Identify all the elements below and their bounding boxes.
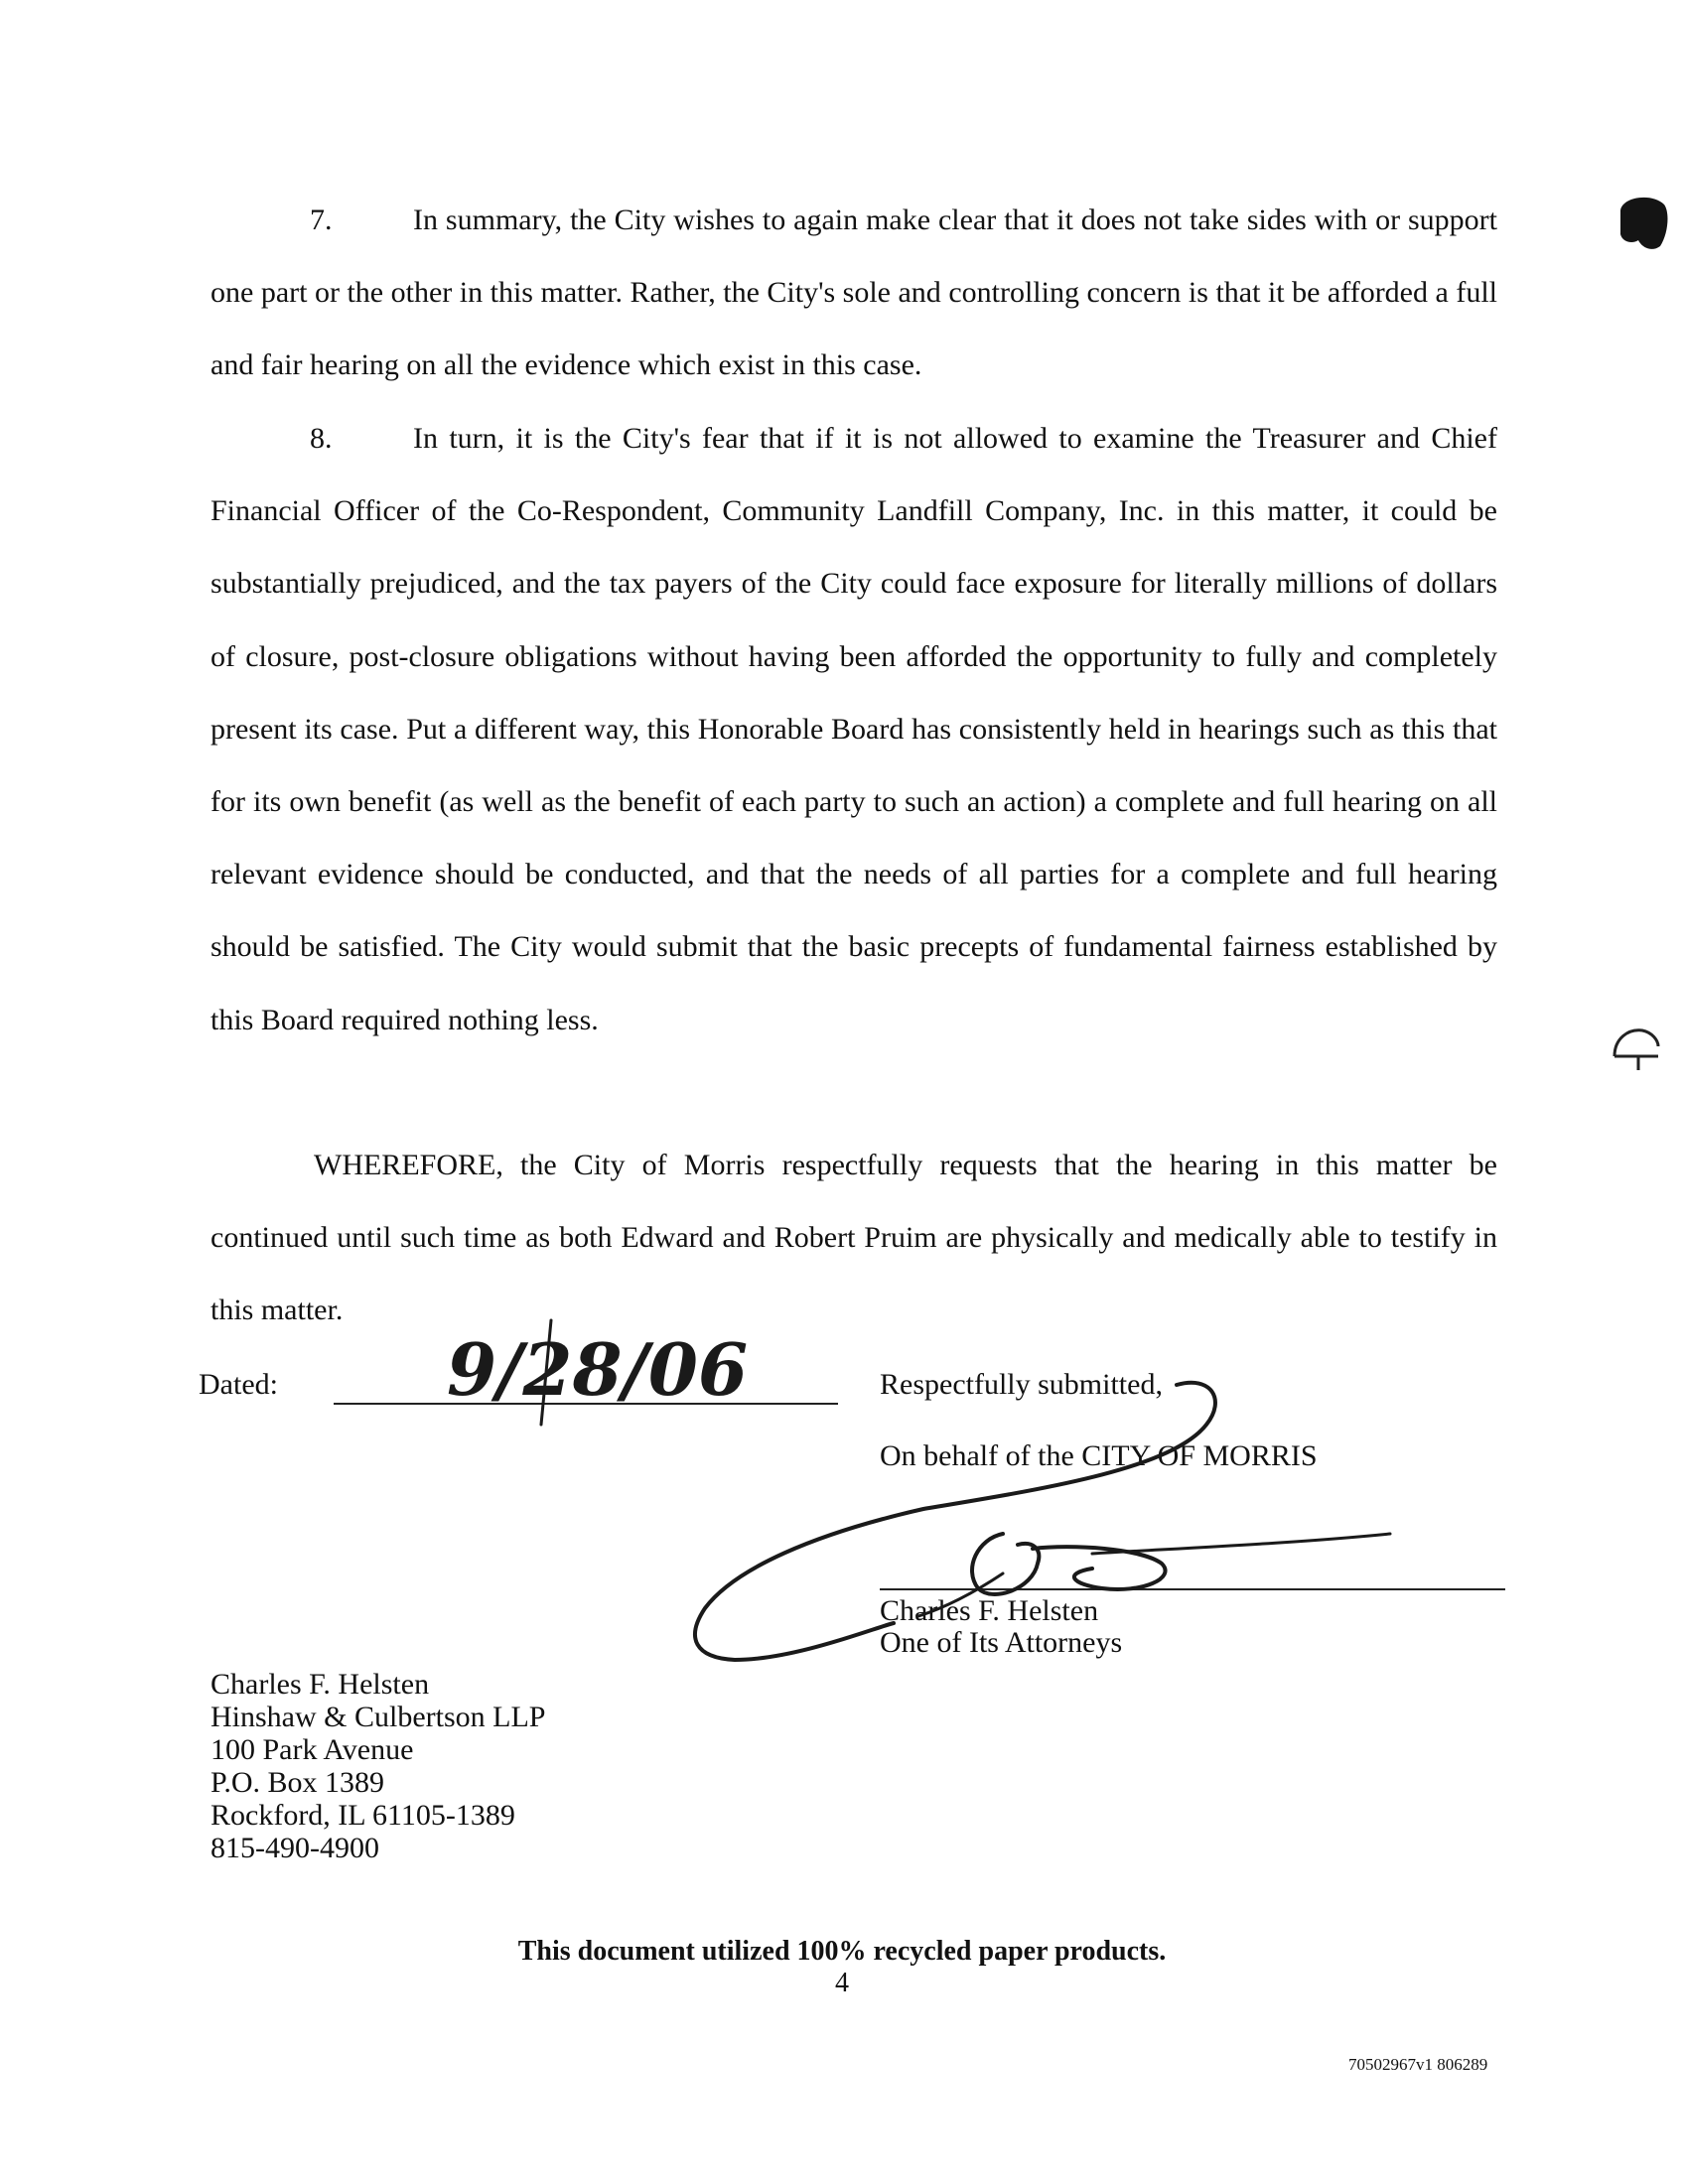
paragraph-8 — [210, 402, 1497, 1056]
signer-role: One of Its Attorneys — [880, 1626, 1123, 1659]
signature-line — [880, 1588, 1505, 1590]
address-line: Charles F. Helsten — [210, 1668, 430, 1701]
address-line: P.O. Box 1389 — [210, 1766, 385, 1799]
dated-label: Dated: — [199, 1368, 278, 1401]
address-line: Hinshaw & Culbertson LLP — [210, 1701, 546, 1733]
document-id: 70502967v1 806289 — [1348, 2055, 1488, 2074]
binder-hole-mark — [1613, 191, 1672, 254]
respectfully-submitted: Respectfully submitted, — [880, 1368, 1163, 1401]
recycled-paper-note: This document utilized 100% recycled paper products. — [517, 1936, 1167, 1967]
paragraph-text: In turn, it is the City's fear that if it is not allowed to examine the Treasurer and Chief Financial Officer of the Co-Respondent, Community Landfill Company, Inc. in this matter, it could be substantially prejudiced, and the tax payers of the City could face exposure for literally millions of dollars of closure, post-closure obligations without having been afforded the opportunity to fully and completely present its case. Put a different way, this Honorable Board has consistently held in hearings such as this that for its own benefit (as well as the benefit of each party to such an action) a complete and full hearing on all relevant evidence should be conducted, and that the needs of all parties for a complete and full hearing should be satisfied. The City would submit that the basic precepts of fundamental fairness established by this Board required nothing less. — [210, 422, 1497, 1036]
signer-name: Charles F. Helsten — [880, 1594, 1099, 1627]
paragraph-number: 7. — [310, 204, 333, 236]
address-line: 100 Park Avenue — [210, 1733, 414, 1766]
attorney-address — [210, 1668, 546, 1864]
paragraph-number: 8. — [310, 422, 333, 455]
page-number: 4 — [835, 1968, 849, 1998]
wherefore-text: WHEREFORE, the City of Morris respectfully requests that the hearing in this matter be continued until such time as both Edward and Robert Pruim are physically and medically able to testify in this matter. — [210, 1149, 1497, 1327]
paragraph-text: In summary, the City wishes to again make clear that it does not take sides with or support one part or the other in this matter. Rather, the City's sole and controlling concern is that it be afforded a full and fair hearing on all the evidence which exist in this case. — [210, 204, 1497, 382]
binder-hole-mark — [1609, 1021, 1664, 1076]
wherefore-clause — [210, 1129, 1497, 1347]
handwritten-date: 9/28/06 — [447, 1327, 749, 1412]
on-behalf-of: On behalf of the CITY OF MORRIS — [880, 1439, 1318, 1472]
paragraph-7 — [210, 184, 1497, 402]
address-line: 815-490-4900 — [210, 1832, 379, 1864]
address-line: Rockford, IL 61105-1389 — [210, 1799, 515, 1832]
